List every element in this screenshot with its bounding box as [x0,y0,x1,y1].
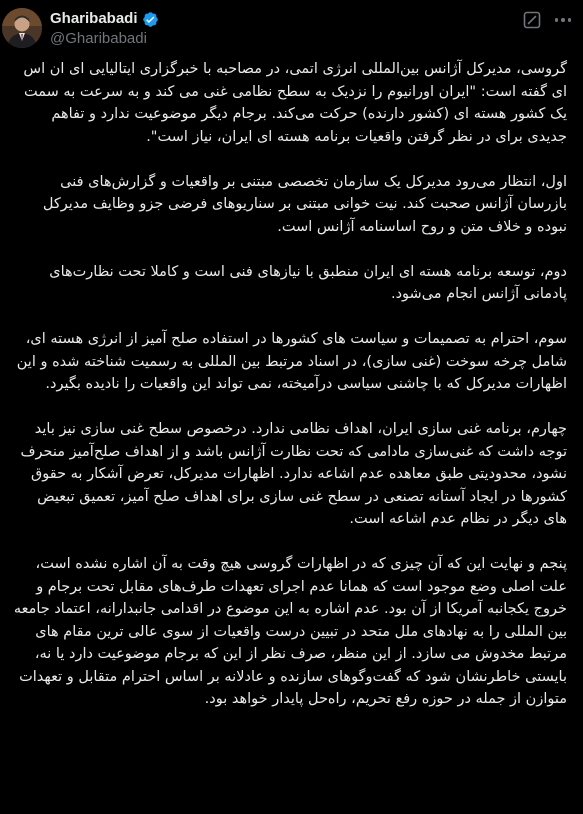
profile-photo [2,8,42,48]
handle[interactable]: @Gharibabadi [50,30,147,47]
more-options-icon[interactable] [550,10,576,30]
display-name[interactable]: Gharibabadi [50,10,138,27]
dot-icon [555,18,559,22]
post-paragraph: گروسی، مدیرکل آژانس بین‌المللی انرژی اتمی، در مصاحبه با خبرگزاری ایتالیایی ای ان اس ای گفته است: "ایران اورانیوم را نزدیک به سطح نظامی غنی می کند و به سرعت به سمت یک کشور هسته ای (کشور دارنده) حرکت می‌کند. برجام دیگر موضوعیت ندارد و تفاهم جدیدی برای در نظر گرفتن واقعیات برنامه هسته ای ایران، نیاز است". [23,61,567,145]
verified-badge-icon [142,11,159,28]
post-text [12,58,567,711]
grok-icon[interactable] [522,10,542,30]
name-row [50,9,159,29]
post-paragraph: پنجم و نهایت این که آن چیزی که در اظهارات گروسی هیچ وقت به آن اشاره نشده است، علت اصلی وضع موجود است که همانا عدم اجرای تعهدات طرف‌های مقابل تحت برجام و خروج یکجانبه آمریکا از آن بود. عدم اشاره به این موضوع در اقدامی جانبدارانه، اعتماد جامعه بین المللی را به نهادهای ملل متحد در تبیین درست واقعیات از سوی عالی ترین مقام های مرتبط مخدوش می سازد. از این منظر، صرف نظر از این که برجام موضوعیت دارد یا نه، بایستی خاطرنشان شود که گفت‌وگوهای سازنده و عادلانه بر اساس احترام متقابل و تعهدات متوازن از جمله در حوزه رفع تحریم، راه‌حل پایدار خواهد بود. [13,556,567,707]
dot-icon [561,18,565,22]
avatar[interactable] [2,8,42,48]
post-paragraph: دوم، توسعه برنامه هسته ای ایران منطبق با نیازهای فنی است و کاملا تحت نظارت‌های پادمانی آژانس انجام می‌شود. [49,263,567,302]
post-paragraph: اول، انتظار می‌رود مدیرکل یک سازمان تخصصی مبتنی بر واقعیات و گزارش‌های فنی بازرسان آژانس صحبت کند. نیت خوانی مبتنی بر سناریوهای فرضی جزو وظایف مدیرکل نبوده و خلاف متن و روح اساسنامه آژانس است. [42,173,567,235]
post-paragraph: چهارم، برنامه غنی سازی ایران، اهداف نظامی ندارد. درخصوص سطح غنی سازی نیز باید توجه داشت که غنی‌سازی مادامی که تحت نظارت آژانس باشد و از اهداف صلح‌آمیز منحرف نشود، محدودیتی طبق معاهده عدم اشاعه ندارد. اظهارات مدیرکل، تعرض آشکار به حقوق کشورها در ایجاد آستانه تصنعی در سطح غنی سازی برای اهداف صلح آمیز، تعمیق تبعیض های دیگر در نظام عدم اشاعه است. [20,421,567,527]
dot-icon [568,18,572,22]
post-header [0,0,583,56]
post-paragraph: سوم، احترام به تصمیمات و سیاست های کشورها در استفاده صلح آمیز از انرژی هسته ای، شامل چرخه سوخت (غنی سازی)، در اسناد مرتبط بین المللی به رسمیت شناخته شده و این اظهارات مدیرکل که با چاشنی سیاسی درآمیخته، نمی تواند این واقعیات را نادیده بگیرد. [16,331,567,392]
